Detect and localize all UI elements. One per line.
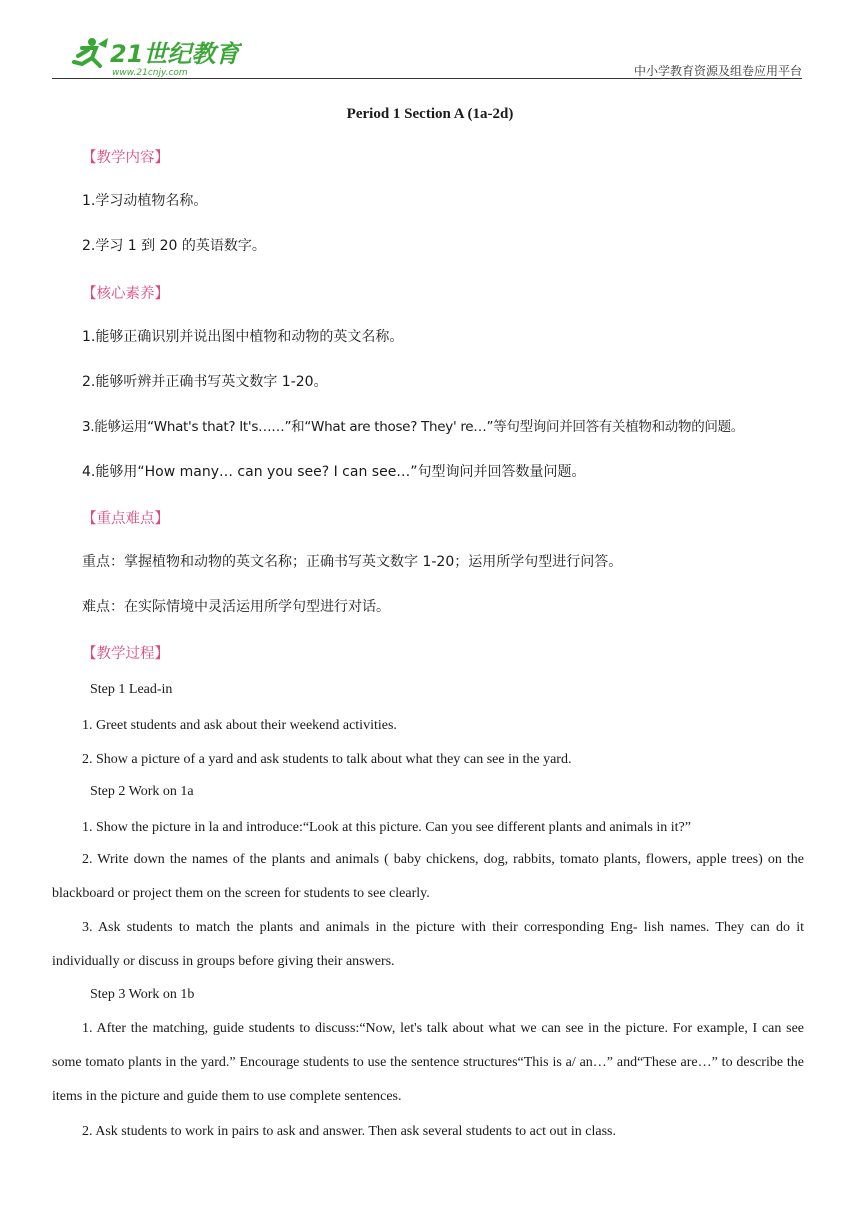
step-item: 1. Greet students and ask about their weekend activities. [82,718,397,733]
platform-label: 中小学教育资源及组卷应用平台 [633,64,802,78]
content-item: 2.学习 1 到 20 的英语数字。 [82,238,266,254]
literacy-item: 3.能够运用“What's that? It's……”和“What are those? They' re…”等句型询问并回答有关植物和动物的问题。 [82,419,745,435]
section-heading-key-points: 【重点难点】 [82,511,169,527]
page-title: Period 1 Section A (1a-2d) [346,106,514,122]
step-heading: Step 3 Work on 1b [90,987,195,1002]
key-point: 重点：掌握植物和动物的英文名称；正确书写英文数字 1-20；运用所学句型进行问答。 [82,554,623,570]
literacy-item: 4.能够用“How many… can you see? I can see…”句型询问并回答数量问题。 [82,464,586,480]
step-paragraph: 3. Ask students to match the plants and animals in the picture with their corresponding Eng- lish names. They can do it individually or discuss in groups before giving their answers. [52,920,804,969]
section-heading-process: 【教学过程】 [82,646,169,662]
difficult-point: 难点：在实际情境中灵活运用所学句型进行对话。 [82,599,390,615]
logo-url: www.21cnjy.com [112,68,188,78]
page-header [52,32,802,78]
step-paragraph: 1. After the matching, guide students to discuss:“Now, let's talk about what we can see in the picture. For example, I can see some tomato plants in the yard.” Encourage students to use the sentence structures“This is a/ an…” and“These are…” to describe the items in the picture and guide them to use complete sentences. [52,1021,804,1104]
content-item: 1.学习动植物名称。 [82,193,208,209]
logo-text: 21世纪教育 [110,40,240,68]
step-heading: Step 2 Work on 1a [90,784,194,799]
section-heading-literacy: 【核心素养】 [82,286,169,302]
step-item: 1. Show the picture in la and introduce:“Look at this picture. Can you see different plants and animals in it?” [82,820,691,835]
header-divider [52,78,802,79]
step-item: 2. Ask students to work in pairs to ask and answer. Then ask several students to act out in class. [82,1124,616,1139]
step-heading: Step 1 Lead-in [90,682,173,697]
step-item: 2. Show a picture of a yard and ask students to talk about what they can see in the yard. [82,752,572,767]
runner-icon [74,38,108,66]
literacy-item: 2.能够听辨并正确书写英文数字 1-20。 [82,374,328,390]
step-paragraph: 2. Write down the names of the plants and animals ( baby chickens, dog, rabbits, tomato plants, flowers, apple trees) on the blackboard or project them on the screen for students to see clearly. [52,852,804,901]
literacy-item: 1.能够正确识别并说出图中植物和动物的英文名称。 [82,329,404,345]
site-logo [62,34,242,78]
section-heading-content: 【教学内容】 [82,150,169,166]
